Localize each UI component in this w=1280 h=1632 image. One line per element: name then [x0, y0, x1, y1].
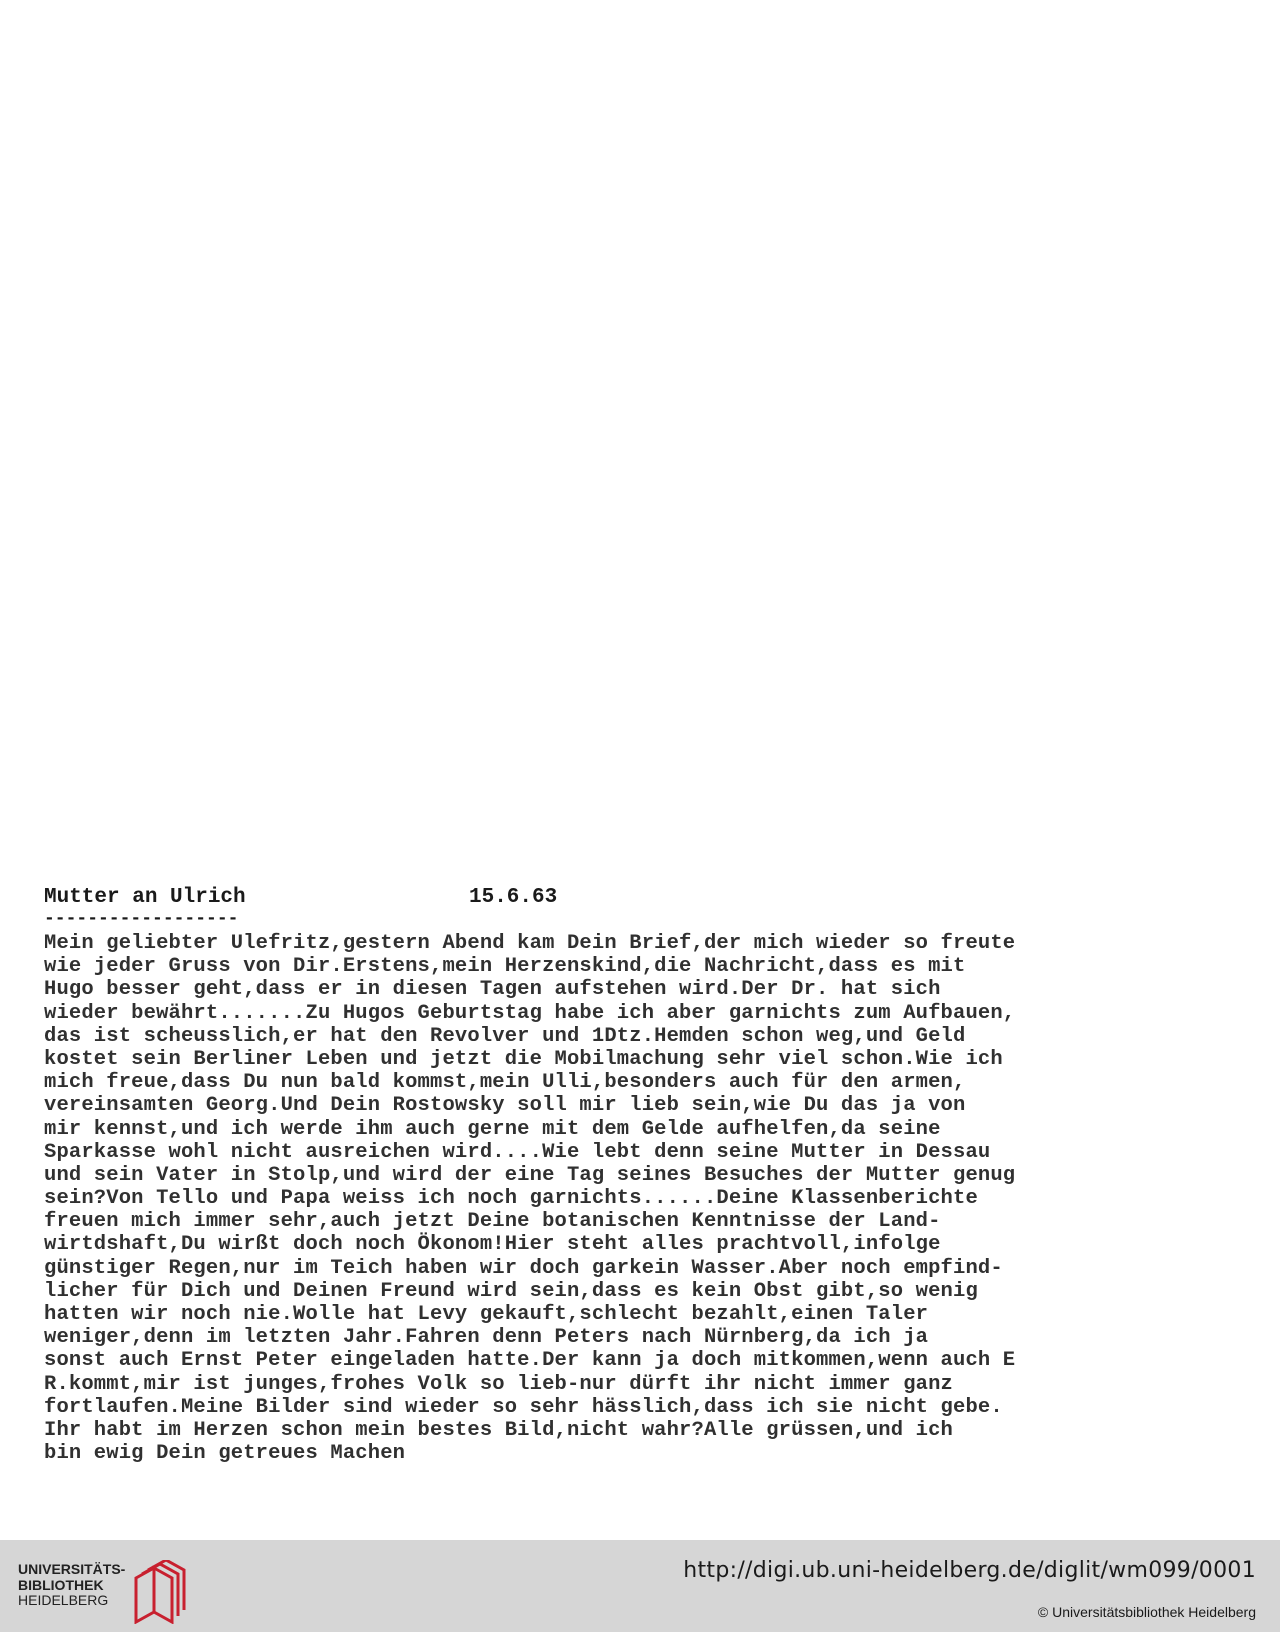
- logo-line-universitaets: UNIVERSITÄTS-: [18, 1561, 126, 1577]
- letter-line: freuen mich immer sehr,auch jetzt Deine botanischen Kenntnisse der Land-: [44, 1210, 941, 1234]
- letter-line: weniger,denn im letzten Jahr.Fahren denn Peters nach Nürnberg,da ich ja: [44, 1326, 929, 1350]
- letter-date: 15.6.63: [469, 886, 558, 909]
- letter-body: [44, 932, 1244, 1465]
- letter-header: [44, 884, 1244, 912]
- logo-line-bibliothek: BIBLIOTHEK: [18, 1576, 104, 1593]
- letter-line: sein?Von Tello und Papa weiss ich noch garnichts......Deine Klassenberichte: [44, 1187, 978, 1211]
- logo-line-heidelberg: HEIDELBERG: [18, 1592, 109, 1608]
- letter-line: wieder bewährt.......Zu Hugos Geburtstag habe ich aber garnichts zum Aufbauen,: [44, 1001, 1016, 1025]
- letter-line: günstiger Regen,nur im Teich haben wir doch garkein Wasser.Aber noch empfind-: [44, 1256, 1003, 1280]
- logo-wordmark: [18, 1562, 125, 1609]
- letter-line: und sein Vater in Stolp,und wird der eine Tag seines Besuches der Mutter genug: [44, 1163, 1016, 1187]
- letter-line: hatten wir noch nie.Wolle hat Levy gekauft,schlecht bezahlt,einen Taler: [44, 1303, 929, 1326]
- letter-line: Sparkasse wohl nicht ausreichen wird....Wie lebt denn seine Mutter in Dessau: [44, 1140, 991, 1164]
- letter-line: sonst auch Ernst Peter eingeladen hatte.Der kann ja doch mitkommen,wenn auch E: [44, 1349, 1016, 1373]
- letter-line: Hugo besser geht,dass er in diesen Tagen aufstehen wird.Der Dr. hat sich: [44, 978, 941, 1002]
- typewritten-letter: [44, 884, 1244, 1465]
- letter-line: mir kennst,und ich werde ihm auch gerne mit dem Gelde aufhelfen,da seine: [44, 1117, 941, 1141]
- letter-line: mich freue,dass Du nun bald kommst,mein Ulli,besonders auch für den armen,: [44, 1071, 966, 1095]
- letter-line: wirtdshaft,Du wirßt doch noch Ökonom!Hier steht alles prachtvoll,infolge: [44, 1233, 941, 1257]
- title-underline: ------------------: [44, 912, 239, 928]
- letter-line: fortlaufen.Meine Bilder sind wieder so sehr hässlich,dass ich sie nicht gebe.: [44, 1395, 1003, 1419]
- library-logo[interactable]: [18, 1560, 188, 1620]
- letter-line: bin ewig Dein getreues Machen: [44, 1442, 406, 1466]
- letter-line: licher für Dich und Deinen Freund wird sein,dass es kein Obst gibt,so wenig: [44, 1279, 978, 1303]
- book-stack-logo-icon: [128, 1560, 188, 1624]
- letter-title: Mutter an Ulrich: [44, 886, 246, 909]
- footer-bar: [0, 1540, 1280, 1632]
- permalink-url[interactable]: http://digi.ub.uni-heidelberg.de/diglit/wm099/0001: [683, 1558, 1256, 1583]
- letter-line: R.kommt,mir ist junges,frohes Volk so lieb-nur dürft ihr nicht immer ganz: [44, 1372, 953, 1396]
- letter-line: wie jeder Gruss von Dir.Erstens,mein Herzenskind,die Nachricht,dass es mit: [44, 955, 966, 979]
- copyright-notice: © Universitätsbibliothek Heidelberg: [1037, 1604, 1256, 1620]
- letter-line: Mein geliebter Ulefritz,gestern Abend kam Dein Brief,der mich wieder so freute: [44, 932, 1016, 955]
- letter-line: Ihr habt im Herzen schon mein bestes Bild,nicht wahr?Alle grüssen,und ich: [44, 1418, 953, 1442]
- letter-line: vereinsamten Georg.Und Dein Rostowsky soll mir lieb sein,wie Du das ja von: [44, 1094, 966, 1118]
- letter-line: kostet sein Berliner Leben und jetzt die Mobilmachung sehr viel schon.Wie ich: [44, 1047, 1003, 1071]
- letter-line: das ist scheusslich,er hat den Revolver und 1Dtz.Hemden schon weg,und Geld: [44, 1024, 966, 1048]
